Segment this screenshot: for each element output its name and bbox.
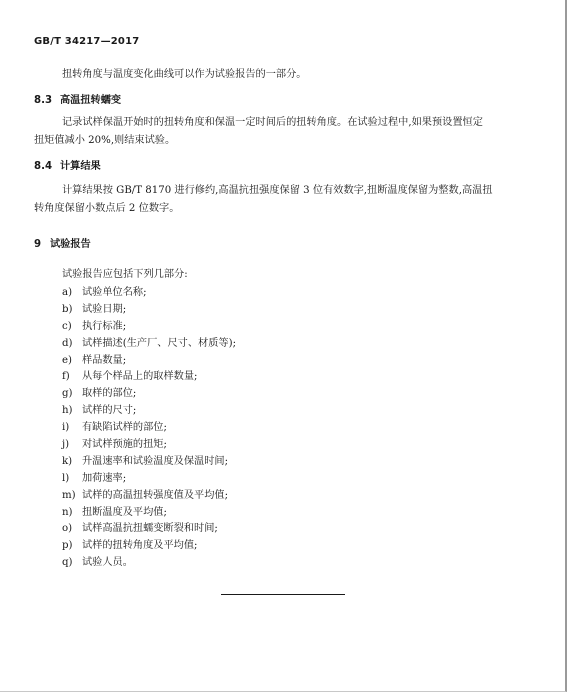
section-8-4-line-2: 转角度保留小数点后 2 位数字。: [34, 203, 180, 214]
continued-paragraph: 扭转角度与温度变化曲线可以作为试验报告的一部分。: [62, 69, 307, 80]
section-8-4-line-1: 计算结果按 GB/T 8170 进行修约,高温抗扭强度保留 3 位有效数字,扭断温度保留为整数,高温扭: [62, 185, 493, 196]
section-title: 试验报告: [50, 239, 91, 250]
section-number: 9: [34, 239, 42, 250]
list-item: m) 试样的高温扭转强度值及平均值;: [62, 489, 229, 501]
list-item: e) 样品数量;: [62, 354, 127, 366]
section-8-3-line-2: 扭矩值减小 20%,则结束试验。: [34, 135, 176, 146]
list-item: h) 试样的尺寸;: [62, 405, 137, 417]
list-item: k) 升温速率和试验温度及保温时间;: [62, 455, 229, 467]
section-9-intro: 试验报告应包括下列几部分:: [62, 269, 188, 280]
list-item: b) 试验日期;: [62, 303, 127, 315]
list-item: f) 从每个样品上的取样数量;: [62, 371, 198, 383]
section-number: 8.3: [34, 95, 53, 106]
section-8-3-heading: [34, 91, 121, 106]
list-item: l) 加荷速率;: [62, 472, 127, 484]
report-items-list: [62, 283, 236, 570]
list-item: g) 取样的部位;: [62, 388, 137, 400]
list-item: o) 试样高温抗扭蠕变断裂和时间;: [62, 523, 218, 535]
list-item: d) 试样描述(生产厂、尺寸、材质等);: [62, 337, 237, 349]
section-title: 高温扭转蠕变: [60, 95, 122, 106]
list-item: p) 试样的扭转角度及平均值;: [62, 540, 198, 552]
list-item: c) 执行标准;: [62, 320, 127, 332]
section-8-4-heading: [34, 157, 101, 172]
section-number: 8.4: [34, 161, 53, 172]
list-item: n) 扭断温度及平均值;: [62, 506, 167, 518]
section-title: 计算结果: [60, 161, 101, 172]
section-8-3-line-1: 记录试样保温开始时的扭转角度和保温一定时间后的扭转角度。在试验过程中,如果预设置恒定: [62, 117, 483, 128]
list-item: i) 有缺陷试样的部位;: [62, 422, 167, 434]
list-item: j) 对试样预施的扭矩;: [62, 439, 167, 451]
standard-code-header: GB/T 34217—2017: [34, 36, 140, 47]
section-9-heading: [34, 235, 91, 250]
list-item: a) 试验单位名称;: [62, 287, 147, 298]
end-of-document-rule: [221, 594, 345, 595]
list-item: q) 试验人员。: [62, 557, 133, 569]
